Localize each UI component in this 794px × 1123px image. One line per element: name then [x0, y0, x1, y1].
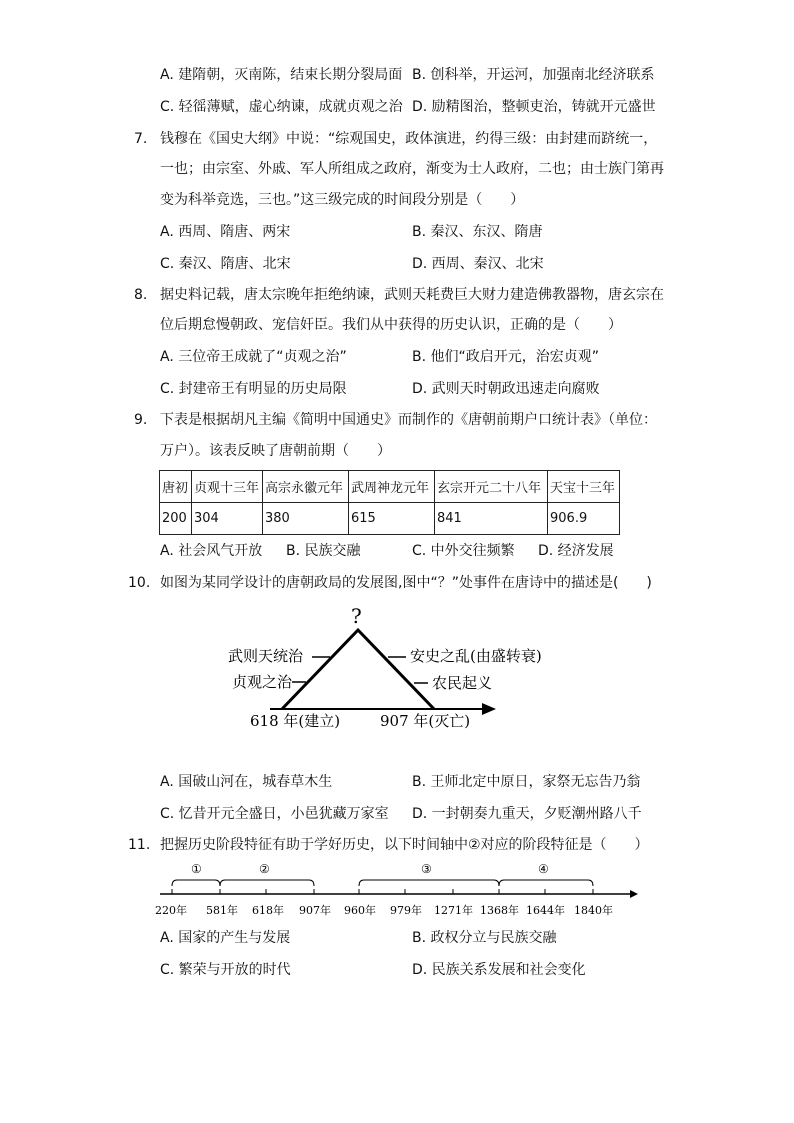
development-triangle	[282, 630, 434, 709]
table-cell: 200	[160, 503, 192, 535]
table-cell: 841	[435, 503, 548, 535]
q8-option-d: D. 武则天时朝政迅速走向腐败	[412, 381, 600, 397]
arrow-head-icon	[482, 703, 496, 715]
q9-number: 9.	[134, 412, 148, 428]
q9-option-d: D. 经济发展	[538, 543, 614, 559]
table-header-cell: 天宝十三年	[548, 471, 620, 503]
table-header-cell: 高宗永徽元年	[263, 471, 349, 503]
stage-brackets	[172, 880, 593, 886]
table-header-cell: 唐初	[160, 471, 192, 503]
table-header-cell: 玄宗开元二十八年	[435, 471, 548, 503]
label-peasant-uprising: 农民起义	[432, 674, 493, 692]
q10-option-a: A. 国破山河在，城春草木生	[160, 774, 333, 790]
q7-option-c: C. 秦汉、隋唐、北宋	[160, 256, 291, 272]
q7-option-b: B. 秦汉、东汉、隋唐	[412, 224, 543, 240]
year-label: 1840年	[574, 904, 613, 917]
q9-stem-line1: 下表是根据胡凡主编《简明中国通史》而制作的《唐朝前期户口统计表》（单位：	[160, 412, 657, 428]
q7-stem-line1: 钱穆在《国史大纲》中说：“综观国史，政体演进，约得三级：由封建而跻统一，	[160, 131, 658, 147]
household-statistics-table	[159, 470, 620, 535]
q10-option-d: D. 一封朝奏九重天，夕贬潮州路八千	[412, 806, 642, 822]
label-wu-zetian: 武则天统治	[228, 647, 304, 665]
q7-stem-line3: 变为科举竞选，三也。”这三级完成的时间段分别是（ ）	[160, 192, 525, 208]
year-label: 220年	[155, 904, 187, 917]
label-start-618: 618 年(建立)	[250, 712, 341, 730]
table-header-cell: 武周神龙元年	[349, 471, 435, 503]
q8-option-b: B. 他们“政启开元，治宏贞观”	[412, 349, 600, 365]
year-label: 960年	[344, 904, 376, 917]
year-label: 907年	[299, 904, 331, 917]
year-label: 979年	[390, 904, 422, 917]
q8-stem-line2: 位后期怠慢朝政、宠信奸臣。我们从中获得的历史认识，正确的是（ ）	[160, 317, 622, 333]
table-row	[160, 503, 620, 535]
year-label: 1368年	[480, 904, 519, 917]
q6-option-a: A. 建隋朝，灭南陈，结束长期分裂局面	[160, 67, 403, 83]
q9-option-a: A. 社会风气开放	[160, 543, 263, 559]
q10-option-b: B. 王师北定中原日，家祭无忘告乃翁	[412, 774, 641, 790]
year-label: 1644年	[526, 904, 565, 917]
timeline-arrow-icon	[630, 890, 638, 898]
history-timeline	[155, 858, 645, 920]
label-anshi-rebellion: 安史之乱(由盛转衰)	[410, 647, 542, 665]
tang-politics-diagram	[220, 600, 542, 730]
year-label: 1271年	[434, 904, 473, 917]
label-end-907: 907 年(灭亡)	[380, 712, 471, 730]
stage-marker-1: ①	[191, 862, 202, 876]
stage-marker-4: ④	[538, 862, 549, 876]
q6-option-d: D. 励精图治，整顿吏治，铸就开元盛世	[412, 99, 656, 115]
q9-stem-line2: 万户）。该表反映了唐朝前期（ ）	[160, 443, 391, 459]
q7-stem-line2: 一也；由宗室、外戚、军人所组成之政府，渐变为士人政府，二也；由士族门第再	[160, 161, 664, 177]
table-cell: 615	[349, 503, 435, 535]
q9-option-c: C. 中外交往频繁	[412, 543, 515, 559]
year-label: 618年	[252, 904, 284, 917]
label-zhenguan: 贞观之治	[232, 673, 293, 691]
table-cell: 304	[192, 503, 263, 535]
apex-question-mark: ?	[351, 604, 362, 628]
q11-option-a: A. 国家的产生与发展	[160, 930, 291, 946]
q11-option-d: D. 民族关系发展和社会变化	[412, 962, 586, 978]
table-cell: 906.9	[548, 503, 620, 535]
q7-number: 7.	[134, 131, 148, 147]
q10-stem-line1: 如图为某同学设计的唐朝政局的发展图,图中“？”处事件在唐诗中的描述是( )	[160, 575, 652, 591]
q6-option-c: C. 轻徭薄赋，虚心纳谏，成就贞观之治	[160, 99, 403, 115]
q11-option-c: C. 繁荣与开放的时代	[160, 962, 291, 978]
table-cell: 380	[263, 503, 349, 535]
year-label: 581年	[206, 904, 238, 917]
q11-option-b: B. 政权分立与民族交融	[412, 930, 557, 946]
q11-number: 11.	[128, 837, 151, 853]
q8-stem-line1: 据史料记载，唐太宗晚年拒绝纳谏，武则天耗费巨大财力建造佛教器物，唐玄宗在	[160, 287, 664, 303]
q11-stem-line1: 把握历史阶段特征有助于学好历史，以下时间轴中②对应的阶段特征是（ ）	[160, 837, 649, 853]
q8-number: 8.	[134, 287, 148, 303]
q7-option-a: A. 西周、隋唐、两宋	[160, 224, 291, 240]
table-header-cell: 贞观十三年	[192, 471, 263, 503]
q6-option-b: B. 创科举，开运河，加强南北经济联系	[412, 67, 655, 83]
q7-option-d: D. 西周、秦汉、北宋	[412, 256, 544, 272]
q10-option-c: C. 忆昔开元全盛日，小邑犹藏万家室	[160, 806, 389, 822]
timeline-year-labels	[155, 903, 613, 917]
stage-marker-2: ②	[259, 862, 270, 876]
stage-marker-3: ③	[421, 862, 432, 876]
q8-option-c: C. 封建帝王有明显的历史局限	[160, 381, 347, 397]
q8-option-a: A. 三位帝王成就了“贞观之治”	[160, 349, 347, 365]
q10-number: 10.	[128, 575, 151, 591]
q9-option-b: B. 民族交融	[286, 543, 361, 559]
table-header-row	[160, 471, 620, 503]
